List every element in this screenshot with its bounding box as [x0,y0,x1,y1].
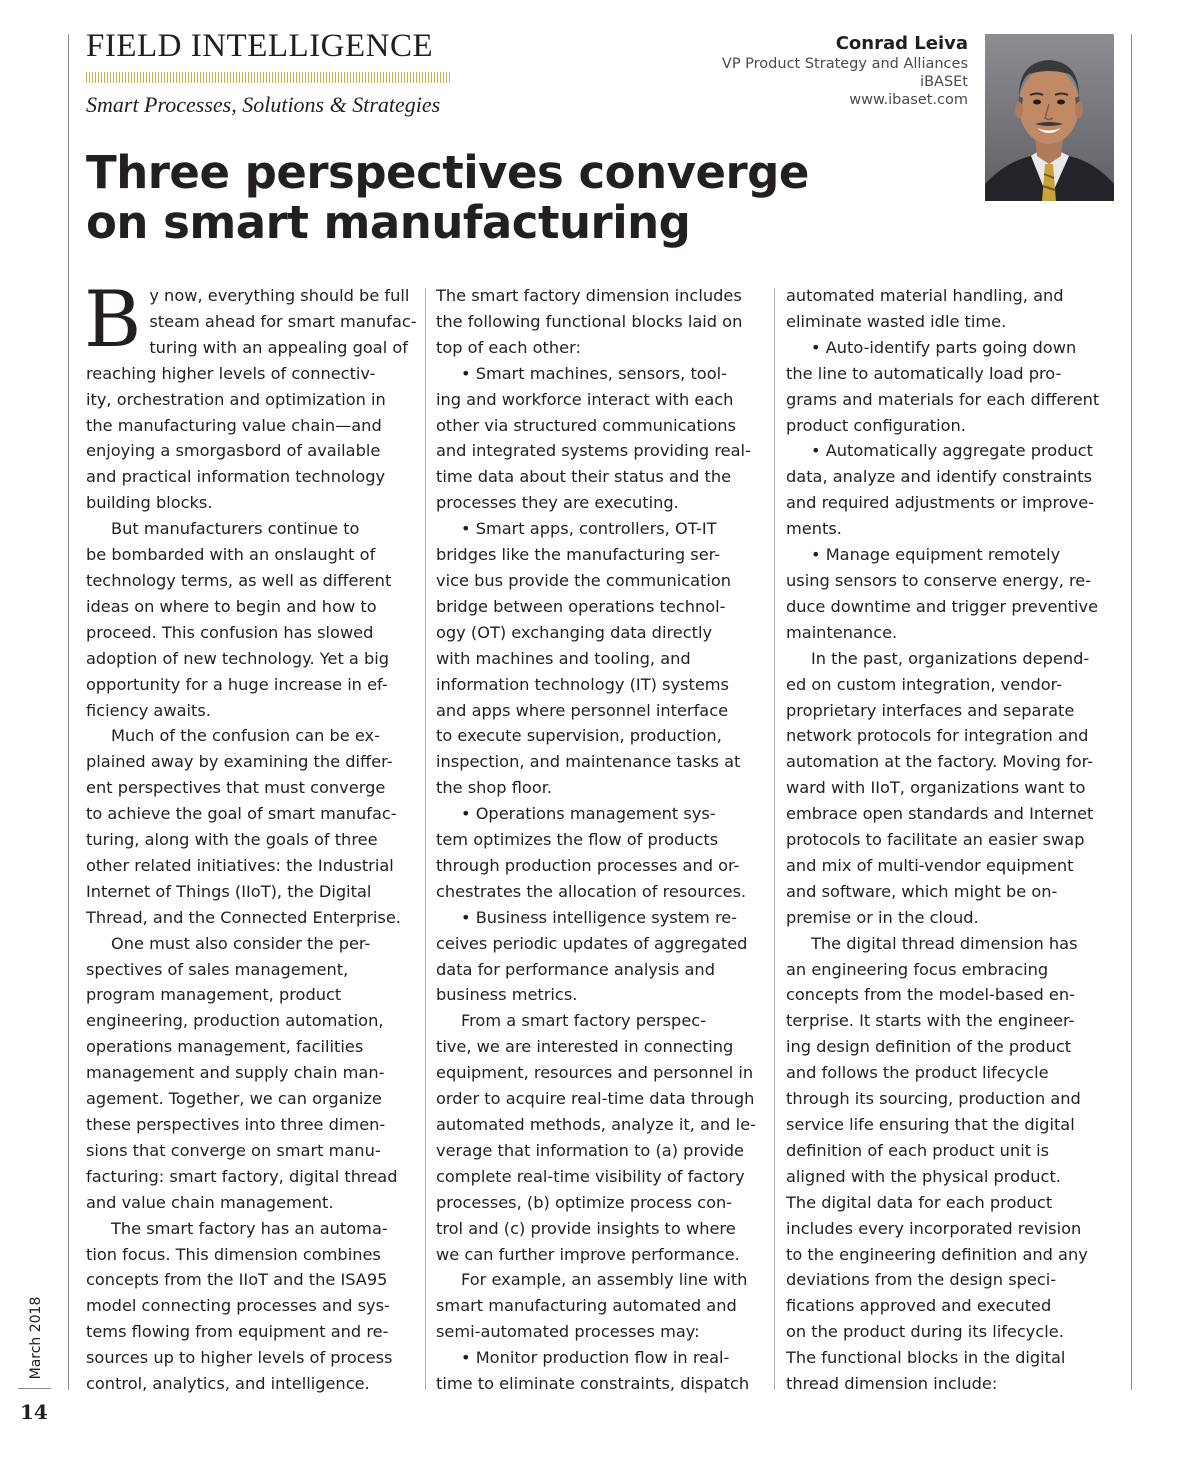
text-line: For example, an assembly line with [461,1270,748,1290]
text-line: aligned with the physical product. [786,1166,1061,1186]
text-line: building blocks. [86,493,213,513]
drop-cap: B [84,275,142,365]
text-line: concepts from the model-based en- [786,985,1075,1005]
text-line: enjoying a smorgasbord of available [86,441,381,461]
text-line: using sensors to conserve energy, re- [786,570,1092,590]
text-line: trol and (c) provide insights to where [436,1218,736,1238]
text-line: plained away by examining the differ- [86,752,393,772]
text-line: tem optimizes the flow of products [436,830,719,850]
text-line: vice bus provide the communication [436,570,732,590]
text-line: ed on custom integration, vendor- [786,674,1063,694]
text-line: operations management, facilities [86,1037,364,1057]
article-column-1 [84,275,417,1397]
text-line: chestrates the allocation of resources. [436,881,747,901]
text-line: From a smart factory perspec- [461,1011,707,1031]
text-line: automation at the factory. Moving for- [786,752,1094,772]
text-line: steam ahead for smart manufac- [149,311,417,331]
text-line: business metrics. [436,985,578,1005]
text-line: sources up to higher levels of process [86,1348,393,1368]
column-divider-2 [774,288,775,1390]
text-line: network protocols for integration and [786,726,1089,746]
text-line: The smart factory has an automa- [111,1218,388,1238]
section-rule [86,72,450,83]
text-line: • Manage equipment remotely [811,545,1061,565]
text-line: duce downtime and trigger preventive [786,596,1099,616]
text-line: and follows the product lifecycle [786,1063,1049,1083]
text-line: inspection, and maintenance tasks at [436,752,741,772]
text-line: Internet of Things (IIoT), the Digital [86,881,372,901]
text-line: and integrated systems providing real- [436,441,751,461]
text-line: processes, (b) optimize process con- [436,1192,733,1212]
text-line: Much of the confusion can be ex- [111,726,380,746]
text-line: equipment, resources and personnel in [436,1063,754,1083]
text-line: and apps where personnel interface [436,700,729,720]
text-line: thread dimension include: [786,1374,998,1394]
text-line: But manufacturers continue to [111,519,360,539]
text-line: model connecting processes and sys- [86,1296,390,1316]
text-line: an engineering focus embracing [786,959,1049,979]
author-company: iBASEt [920,74,968,90]
author-photo [985,34,1114,201]
text-line: opportunity for a huge increase in ef- [86,674,388,694]
text-line: protocols to facilitate an easier swap [786,830,1085,850]
text-line: automated methods, analyze it, and le- [436,1115,756,1134]
column-divider-1 [425,288,426,1390]
text-line: adoption of new technology. Yet a big [86,648,390,668]
text-line: • Smart machines, sensors, tool- [461,363,727,383]
text-line: and mix of multi-vendor equipment [786,855,1074,875]
text-line: other related initiatives: the Industrial [86,855,394,875]
text-line: the following functional blocks laid on [436,311,743,331]
text-line: through its sourcing, production and [786,1089,1081,1109]
text-line: processes they are executing. [436,493,679,513]
text-line: order to acquire real-time data through [436,1089,755,1109]
text-line: to the engineering definition and any [786,1244,1088,1264]
text-line: automated material handling, and [786,286,1064,305]
right-border-line [1131,34,1132,1390]
text-line: service life ensuring that the digital [786,1115,1075,1134]
text-line: through production processes and or- [436,855,740,875]
text-line: embrace open standards and Internet [786,804,1094,824]
text-line: the manufacturing value chain—and [86,415,382,435]
text-line: definition of each product unit is [786,1140,1050,1160]
text-line: turing, along with the goals of three [86,830,378,850]
article-column-2 [436,283,766,1397]
text-line: ceives periodic updates of aggregated [436,933,748,953]
text-line: ideas on where to begin and how to [86,596,377,616]
text-line: spectives of sales management, [86,959,349,979]
text-line: sions that converge on smart manu- [86,1140,381,1160]
text-line: concepts from the IIoT and the ISA95 [86,1270,388,1290]
text-line: tion focus. This dimension combines [86,1244,381,1264]
text-line: tems flowing from equipment and re- [86,1322,389,1342]
text-line: maintenance. [786,622,898,642]
text-line: semi-automated processes may: [436,1322,700,1342]
text-line: tive, we are interested in connecting [436,1037,734,1057]
text-line: be bombarded with an onslaught of [86,545,376,565]
text-line: to execute supervision, production, [436,726,722,746]
text-line: other via structured communications [436,415,736,435]
text-line: • Monitor production flow in real- [461,1348,730,1368]
text-line: we can further improve performance. [436,1244,740,1264]
text-line: technology terms, as well as different [86,570,392,590]
text-line: information technology (IT) systems [436,674,729,694]
text-line: In the past, organizations depend- [811,648,1090,668]
text-line: One must also consider the per- [111,933,371,953]
author-block [722,33,968,109]
text-line: The digital thread dimension has [811,933,1078,953]
section-subtitle: Smart Processes, Solutions & Strategies [86,92,441,117]
text-line: to achieve the goal of smart manufac- [86,804,397,824]
text-line: on the product during its lifecycle. [786,1322,1064,1342]
text-line: ing and workforce interact with each [436,389,734,409]
text-line: grams and materials for each different [786,389,1100,409]
article-headline [86,148,986,248]
author-name: Conrad Leiva [835,33,968,54]
text-line: Thread, and the Connected Enterprise. [86,907,401,927]
text-line: program management, product [86,985,342,1005]
text-line: • Automatically aggregate product [811,441,1093,461]
footer-rule [18,1388,51,1389]
text-line: complete real-time visibility of factory [436,1166,745,1186]
text-line: • Auto-identify parts going down [811,337,1077,357]
text-line: ity, orchestration and optimization in [86,389,386,409]
text-line: the line to automatically load pro- [786,363,1062,383]
text-line: • Business intelligence system re- [461,907,738,927]
headline-line-2: on smart manufacturing [86,196,691,249]
author-website: www.ibaset.com [849,92,968,108]
text-line: • Smart apps, controllers, OT-IT [461,519,717,539]
text-line: reaching higher levels of connectiv- [86,363,376,383]
text-line: the shop floor. [436,778,553,798]
text-line: proceed. This confusion has slowed [86,622,374,642]
author-title: VP Product Strategy and Alliances [721,56,968,72]
text-line: with machines and tooling, and [436,648,691,668]
text-line: top of each other: [436,337,581,357]
text-line: and required adjustments or improve- [786,493,1095,513]
text-line: • Operations management sys- [461,804,716,824]
left-border-line [68,34,69,1390]
text-line: control, analytics, and intelligence. [86,1374,370,1394]
text-line: premise or in the cloud. [786,907,979,927]
text-line: proprietary interfaces and separate [786,700,1075,720]
text-line: and practical information technology [86,467,386,487]
text-line: The functional blocks in the digital [786,1348,1066,1368]
text-line: smart manufacturing automated and [436,1296,737,1316]
text-line: ward with IIoT, organizations want to [786,778,1086,798]
text-line: these perspectives into three dimen- [86,1115,386,1134]
text-line: y now, everything should be full [149,286,410,305]
text-line: ent perspectives that must converge [86,778,386,798]
text-line: bridge between operations technol- [436,596,726,616]
page-number: 14 [20,1400,48,1424]
text-line: The smart factory dimension includes [436,286,742,305]
text-line: time data about their status and the [436,467,732,487]
text-line: facturing: smart factory, digital thread [86,1166,398,1186]
text-line: and software, which might be on- [786,881,1058,901]
text-line: eliminate wasted idle time. [786,311,1007,331]
text-line: deviations from the design speci- [786,1270,1057,1290]
text-line: turing with an appealing goal of [149,337,408,357]
text-line: ficiency awaits. [86,700,211,720]
text-line: verage that information to (a) provide [436,1140,744,1160]
headline-line-1: Three perspectives converge [86,146,809,199]
text-line: data, analyze and identify constraints [786,467,1093,487]
text-line: ing design definition of the product [786,1037,1072,1057]
text-line: The digital data for each product [786,1192,1053,1212]
text-line: agement. Together, we can organize [86,1089,382,1109]
text-line: bridges like the manufacturing ser- [436,545,721,565]
text-line: ogy (OT) exchanging data directly [436,622,713,642]
text-line: time to eliminate constraints, dispatch [436,1374,750,1394]
text-line: ments. [786,519,842,539]
text-line: data for performance analysis and [436,959,715,979]
text-line: fications approved and executed [786,1296,1052,1316]
text-line: terprise. It starts with the engineer- [786,1011,1075,1031]
article-column-3 [786,283,1116,1397]
text-line: product configuration. [786,415,966,435]
text-line: includes every incorporated revision [786,1218,1082,1238]
text-line: and value chain management. [86,1192,334,1212]
text-line: engineering, production automation, [86,1011,384,1031]
text-line: management and supply chain man- [86,1063,385,1083]
section-title: FIELD INTELLIGENCE [86,28,434,64]
issue-date: March 2018 [28,1296,44,1380]
